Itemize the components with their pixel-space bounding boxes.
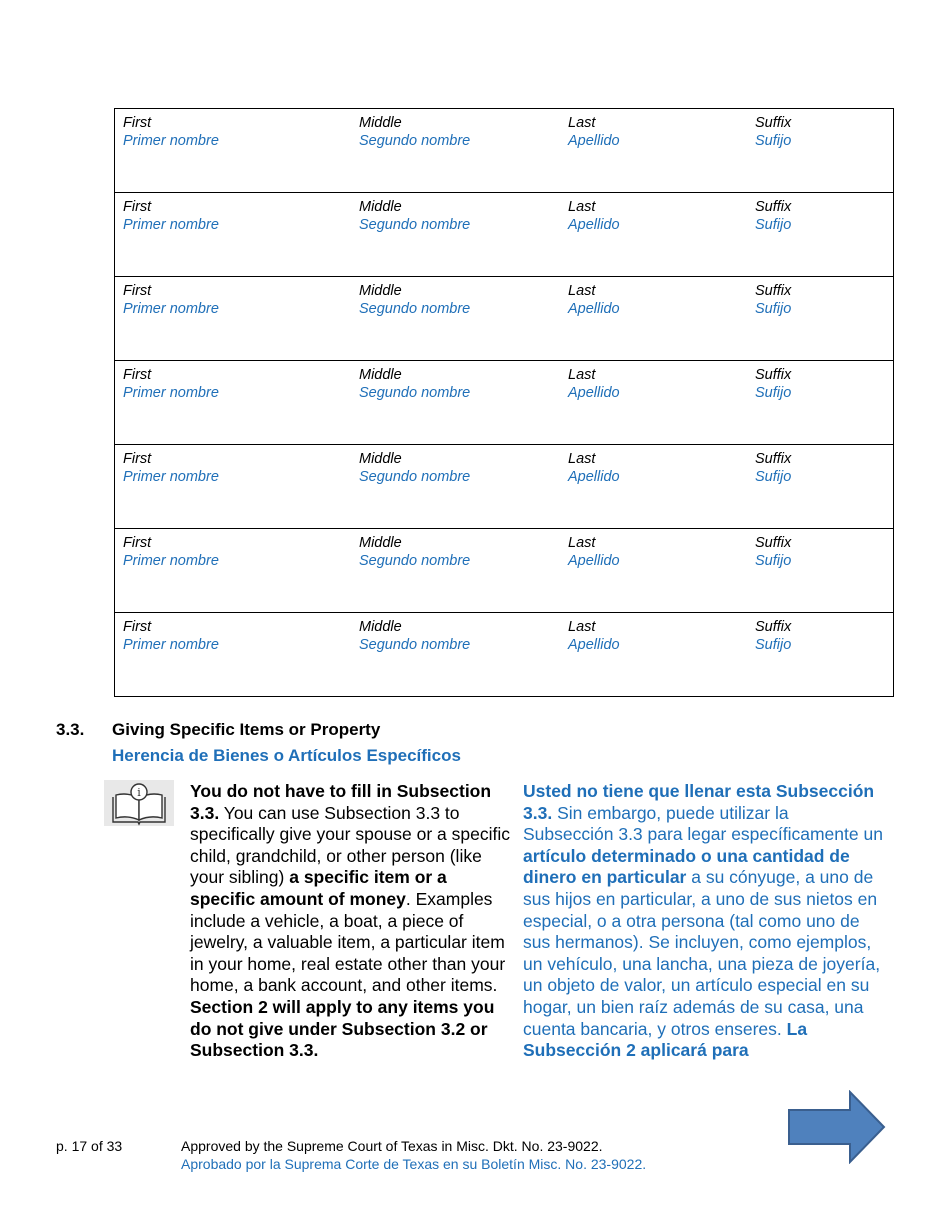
suffix-cell[interactable]: Suffix Sufijo: [755, 283, 792, 317]
name-row[interactable]: [115, 109, 893, 193]
first-name-cell[interactable]: First Primer nombre: [123, 283, 219, 317]
first-name-cell[interactable]: First Primer nombre: [123, 115, 219, 149]
page-number: p. 17 of 33: [56, 1138, 123, 1154]
suffix-cell[interactable]: Suffix Sufijo: [755, 535, 792, 569]
name-row[interactable]: [115, 361, 893, 445]
last-name-cell[interactable]: Last Apellido: [568, 367, 620, 401]
section-number: 3.3.: [56, 720, 85, 739]
approval-note-es: Aprobado por la Suprema Corte de Texas en su Boletín Misc. No. 23-9022.: [181, 1156, 647, 1172]
last-name-cell[interactable]: Last Apellido: [568, 619, 620, 653]
spanish-instructions: Usted no tiene que llenar esta Subsección 3.3. Sin embargo, puede utilizar la Subsección 3.3 para legar específicamente un artículo determinado o una cantidad de dinero en particular a su cónyuge, a uno de sus hijos en particular, a uno de sus nietos en especial, o a otra persona (tal como uno de sus hermanos). Se incluyen, como ejemplos, un vehículo, una lancha, una pieza de joyería, un objeto de valor, un artículo especial en su hogar, un bien raíz además de su casa, una cuenta bancaria, y otros enseres. La Subsección 2 aplicará para: [523, 781, 883, 1061]
suffix-cell[interactable]: Suffix Sufijo: [755, 115, 792, 149]
middle-name-cell[interactable]: Middle Segundo nombre: [359, 451, 471, 485]
last-name-cell[interactable]: Last Apellido: [568, 115, 620, 149]
last-name-cell[interactable]: Last Apellido: [568, 283, 620, 317]
last-name-cell[interactable]: Last Apellido: [568, 535, 620, 569]
middle-name-cell[interactable]: Middle Segundo nombre: [359, 619, 471, 653]
middle-name-cell[interactable]: Middle Segundo nombre: [359, 367, 471, 401]
arrow-shape: [789, 1092, 884, 1162]
first-name-cell[interactable]: First Primer nombre: [123, 199, 219, 233]
middle-name-cell[interactable]: Middle Segundo nombre: [359, 535, 471, 569]
first-name-cell[interactable]: First Primer nombre: [123, 451, 219, 485]
first-name-cell[interactable]: First Primer nombre: [123, 367, 219, 401]
approval-note: Approved by the Supreme Court of Texas in Misc. Dkt. No. 23-9022.: [181, 1138, 603, 1154]
name-row[interactable]: [115, 277, 893, 361]
first-name-cell[interactable]: First Primer nombre: [123, 535, 219, 569]
section-title: Giving Specific Items or Property: [112, 720, 381, 739]
name-row[interactable]: [115, 529, 893, 613]
name-row[interactable]: [115, 193, 893, 277]
name-row[interactable]: [115, 445, 893, 529]
suffix-cell[interactable]: Suffix Sufijo: [755, 619, 792, 653]
english-instructions: You do not have to fill in Subsection 3.3. You can use Subsection 3.3 to specifically give your spouse or a specific child, grandchild, or other person (like your sibling) a specific item or a specific amount of money. Examples include a vehicle, a boat, a piece of jewelry, a valuable item, a particular item in your home, real estate other than your home, a bank account, and other items. Section 2 will apply to any items you do not give under Subsection 3.2 or Subsection 3.3.: [190, 781, 511, 1061]
suffix-cell[interactable]: Suffix Sufijo: [755, 451, 792, 485]
name-row[interactable]: [115, 613, 893, 697]
last-name-cell[interactable]: Last Apellido: [568, 199, 620, 233]
suffix-cell[interactable]: Suffix Sufijo: [755, 367, 792, 401]
suffix-cell[interactable]: Suffix Sufijo: [755, 199, 792, 233]
middle-name-cell[interactable]: Middle Segundo nombre: [359, 199, 471, 233]
svg-text:i: i: [137, 786, 141, 799]
last-name-cell[interactable]: Last Apellido: [568, 451, 620, 485]
first-name-cell[interactable]: First Primer nombre: [123, 619, 219, 653]
middle-name-cell[interactable]: Middle Segundo nombre: [359, 283, 471, 317]
next-page-arrow-icon[interactable]: [787, 1090, 887, 1169]
name-table: [114, 108, 894, 697]
section-title-es: Herencia de Bienes o Artículos Específicos: [112, 746, 461, 765]
info-book-icon: [104, 780, 174, 826]
middle-name-cell[interactable]: Middle Segundo nombre: [359, 115, 471, 149]
